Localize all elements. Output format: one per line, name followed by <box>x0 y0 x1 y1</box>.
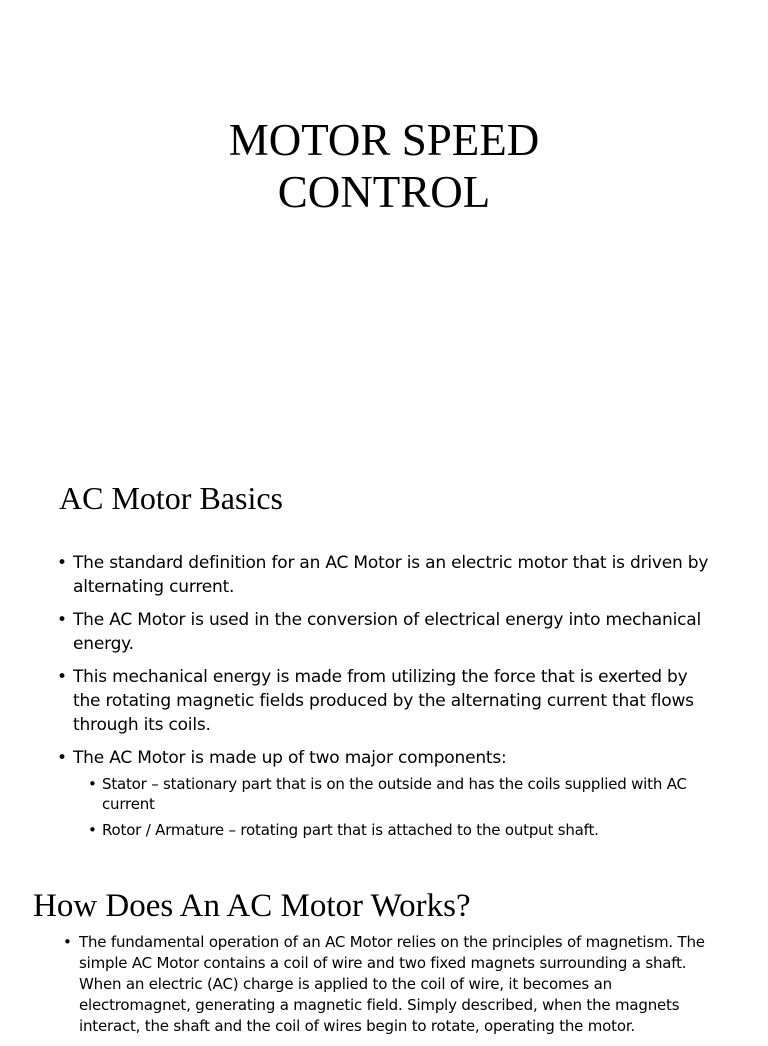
bullet-item <box>57 551 717 599</box>
bullet-marker: • <box>57 748 67 768</box>
bullet-item <box>57 746 717 840</box>
bullet-marker: • <box>63 933 72 951</box>
bullet-list <box>57 551 717 849</box>
bullet-text: The AC Motor is used in the conversion of electrical energy into mechanical energy. <box>73 610 702 654</box>
bullet-marker: • <box>57 667 67 687</box>
bullet-item <box>57 608 717 656</box>
ac-motor-basics-slide <box>0 448 768 860</box>
how-ac-motor-works-slide <box>0 876 768 1035</box>
sub-bullet-text: Rotor / Armature – rotating part that is attached to the output shaft. <box>102 821 599 839</box>
sub-bullet-item <box>88 820 717 840</box>
title-line-1: MOTOR SPEED <box>228 115 540 165</box>
title-line-2: CONTROL <box>277 167 491 217</box>
bullet-item <box>57 665 717 737</box>
slide-title <box>0 114 768 218</box>
bullet-marker: • <box>57 610 67 630</box>
sub-bullet-item <box>88 774 717 814</box>
bullet-text: This mechanical energy is made from utilizing the force that is exerted by the rotating magnetic fields produced by the alternating current that flows through its coils. <box>73 667 694 735</box>
slide-heading: AC Motor Basics <box>59 480 283 516</box>
bullet-marker: • <box>88 775 97 793</box>
bullet-text: The standard definition for an AC Motor is an electric motor that is driven by alternating current. <box>73 553 709 597</box>
title-slide <box>0 0 768 448</box>
bullet-text: The AC Motor is made up of two major components: <box>73 748 507 768</box>
sub-bullet-list <box>73 774 717 840</box>
bullet-item <box>63 932 718 1037</box>
slide-heading: How Does An AC Motor Works? <box>33 888 471 924</box>
sub-bullet-text: Stator – stationary part that is on the outside and has the coils supplied with AC current <box>102 775 687 813</box>
bullet-marker: • <box>57 553 67 573</box>
bullet-list <box>63 932 718 1046</box>
bullet-marker: • <box>88 821 97 839</box>
bullet-text: The fundamental operation of an AC Motor relies on the principles of magnetism. The simple AC Motor contains a coil of wire and two fixed magnets surrounding a shaft. When an electric (AC) charge is applied to the coil of wire, it becomes an electromagnet, generating a magnetic field. Simply described, when the magnets interact, the shaft and the coil of wires begin to rotate, operating the motor. <box>79 933 705 1035</box>
